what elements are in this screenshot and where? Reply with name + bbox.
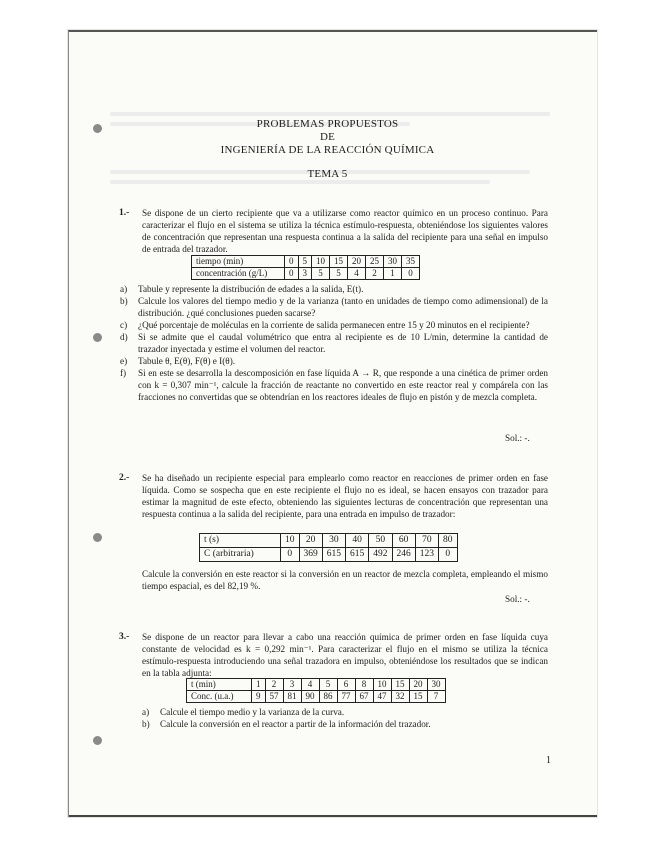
table-cell: 4	[348, 268, 366, 280]
table-cell: 0	[285, 256, 299, 268]
table-cell: 60	[392, 534, 415, 548]
punch-hole	[93, 533, 102, 542]
problem-1-solution: Sol.: -.	[505, 433, 530, 443]
punch-hole	[93, 333, 102, 342]
question-label: d)	[120, 332, 128, 342]
table-cell: 9	[252, 691, 266, 703]
table-cell: 123	[415, 548, 438, 562]
header-title-3: INGENIERÍA DE LA REACCIÓN QUÍMICA	[220, 144, 435, 156]
table-cell: 615	[346, 548, 369, 562]
table-cell: 0	[439, 548, 458, 562]
table-row	[187, 679, 446, 691]
question-f	[120, 367, 548, 403]
question-e	[120, 355, 548, 367]
question-text: Tabule θ, E(θ), F(θ) e I(θ).	[138, 356, 236, 366]
question-text: Si en este se desarrolla la descomposición en fase líquida A → R, que responde a una cinética de primer orden con k = 0,307 min⁻¹, calcule la fracción de reactante no convertido en este reactor real y compárela con las fracciones no convertidas que se obtendrían en los reactores ideales de flujo en pistón y de mezcla completa.	[138, 368, 548, 402]
table-header-cell: tiempo (min)	[192, 256, 285, 268]
problem-3-number: 3.-	[119, 632, 130, 642]
question-label: a)	[120, 284, 128, 294]
question-text: ¿Qué porcentaje de moléculas en la corriente de salida permanecen entre 15 y 20 minutos en el recipiente?	[138, 320, 530, 330]
problem-1-table	[191, 255, 420, 280]
table-cell: 10	[312, 256, 330, 268]
table-cell: 5	[312, 268, 330, 280]
table-cell: 5	[298, 256, 312, 268]
table-row	[200, 548, 458, 562]
table-cell: 30	[384, 256, 402, 268]
table-cell: 4	[301, 679, 319, 691]
table-cell: 70	[415, 534, 438, 548]
table-cell: 6	[337, 679, 355, 691]
table-cell: 15	[330, 256, 348, 268]
table-cell: 86	[319, 691, 337, 703]
question-text: Calcule la conversión en el reactor a partir de la información del trazador.	[160, 719, 431, 729]
question-text: Si se admite que el caudal volumétrico que entra al recipiente es de 10 L/min, determine la cantidad de trazador inyectada y estime el volumen del reactor.	[138, 332, 548, 354]
table-cell: 0	[285, 268, 299, 280]
problem-2-question: Calcule la conversión en este reactor si la conversión en un reactor de mezcla completa, empleando el mismo tiempo espacial, es del 82,19 %.	[142, 569, 548, 591]
question-c	[120, 319, 548, 331]
question-label: b)	[120, 296, 128, 306]
table-cell: 492	[369, 548, 392, 562]
table-cell: 0	[402, 268, 420, 280]
problem-2-number: 2.-	[119, 473, 130, 483]
table-cell: 2	[366, 268, 384, 280]
table-cell: 10	[373, 679, 391, 691]
table-cell: 77	[337, 691, 355, 703]
table-cell: 5	[319, 679, 337, 691]
problem-3-statement: Se dispone de un reactor para llevar a cabo una reacción química de primer orden en fase líquida cuya constante de velocidad es k = 0,292 min⁻¹. Para caracterizar el flujo en el mismo se utiliza la técnica estímulo-respuesta introduciendo una señal trazadora en impulso, obteniéndose los resultados que se indican en la tabla adjunta:	[142, 632, 548, 678]
page-number: 1	[546, 755, 551, 766]
table-cell: 67	[355, 691, 373, 703]
problem-2-solution: Sol.: -.	[505, 594, 530, 604]
table-cell: 57	[265, 691, 283, 703]
question-d	[120, 331, 548, 355]
table-row	[200, 534, 458, 548]
table-cell: 1	[252, 679, 266, 691]
table-cell: 7	[427, 691, 445, 703]
table-cell: 0	[281, 548, 300, 562]
problem-1-statement: Se dispone de un cierto recipiente que va a utilizarse como reactor químico en un proceso continuo. Para caracterizar el flujo en el sistema se utiliza la técnica estímulo-respuesta, obteniéndose los siguientes valores de concentración que representan una respuesta continua a la salida del recipiente para una señal en impulso de entrada del trazador.	[142, 208, 548, 254]
problem-2-statement: Se ha diseñado un recipiente especial para emplearlo como reactor en reacciones de primer orden en fase líquida. Como se sospecha que en este recipiente el flujo no es ideal, se hacen ensayos con trazador para estimar la magnitud de este efecto, obteniendo las siguientes lecturas de concentración que representan una respuesta continua a la salida del recipiente, para una entrada en impulso de trazador:	[142, 473, 548, 519]
question-b	[142, 718, 548, 730]
table-cell: 81	[283, 691, 301, 703]
table-header-cell: t (s)	[200, 534, 281, 548]
question-b	[120, 295, 548, 319]
table-cell: 90	[301, 691, 319, 703]
table-cell: 3	[298, 268, 312, 280]
table-cell: 246	[392, 548, 415, 562]
question-a	[142, 706, 548, 718]
question-label: a)	[142, 707, 150, 717]
problem-3-table	[186, 678, 446, 703]
question-label: e)	[120, 356, 128, 366]
table-cell: 20	[409, 679, 427, 691]
table-cell: 20	[299, 534, 322, 548]
problem-3-questions	[142, 706, 548, 730]
table-cell: 40	[346, 534, 369, 548]
punch-hole	[93, 736, 102, 745]
header-tema: TEMA 5	[307, 168, 348, 180]
bleed-through	[110, 112, 550, 116]
table-header-cell: C (arbitraria)	[200, 548, 281, 562]
problem-1-number: 1.-	[119, 208, 130, 218]
question-a	[120, 283, 548, 295]
table-cell: 20	[348, 256, 366, 268]
table-cell: 369	[299, 548, 322, 562]
table-cell: 615	[322, 548, 345, 562]
table-header-cell: t (min)	[187, 679, 252, 691]
question-label: b)	[142, 719, 150, 729]
table-row	[187, 691, 446, 703]
table-cell: 15	[391, 679, 409, 691]
question-text: Tabule y represente la distribución de edades a la salida, E(t).	[138, 284, 364, 294]
table-cell: 2	[265, 679, 283, 691]
table-header-cell: Conc. (u.a.)	[187, 691, 252, 703]
table-row	[192, 256, 420, 268]
table-row	[192, 268, 420, 280]
question-text: Calcule los valores del tiempo medio y de la varianza (tanto en unidades de tiempo como adimensional) de la distribución. ¿qué conclusiones pueden sacarse?	[138, 296, 548, 318]
problem-2-table	[199, 533, 458, 562]
table-cell: 10	[281, 534, 300, 548]
table-cell: 25	[366, 256, 384, 268]
table-cell: 35	[402, 256, 420, 268]
table-cell: 80	[439, 534, 458, 548]
table-cell: 5	[330, 268, 348, 280]
table-cell: 50	[369, 534, 392, 548]
header-title-2: DE	[319, 131, 336, 143]
table-cell: 32	[391, 691, 409, 703]
table-header-cell: concentración (g/L)	[192, 268, 285, 280]
question-label: c)	[120, 320, 128, 330]
table-cell: 8	[355, 679, 373, 691]
question-text: Calcule el tiempo medio y la varianza de la curva.	[160, 707, 345, 717]
question-label: f)	[120, 368, 127, 378]
table-cell: 47	[373, 691, 391, 703]
table-cell: 3	[283, 679, 301, 691]
table-cell: 30	[322, 534, 345, 548]
table-cell: 1	[384, 268, 402, 280]
problem-1-questions	[120, 283, 548, 403]
table-cell: 15	[409, 691, 427, 703]
table-cell: 30	[427, 679, 445, 691]
header-title-1: PROBLEMAS PROPUESTOS	[256, 118, 399, 130]
